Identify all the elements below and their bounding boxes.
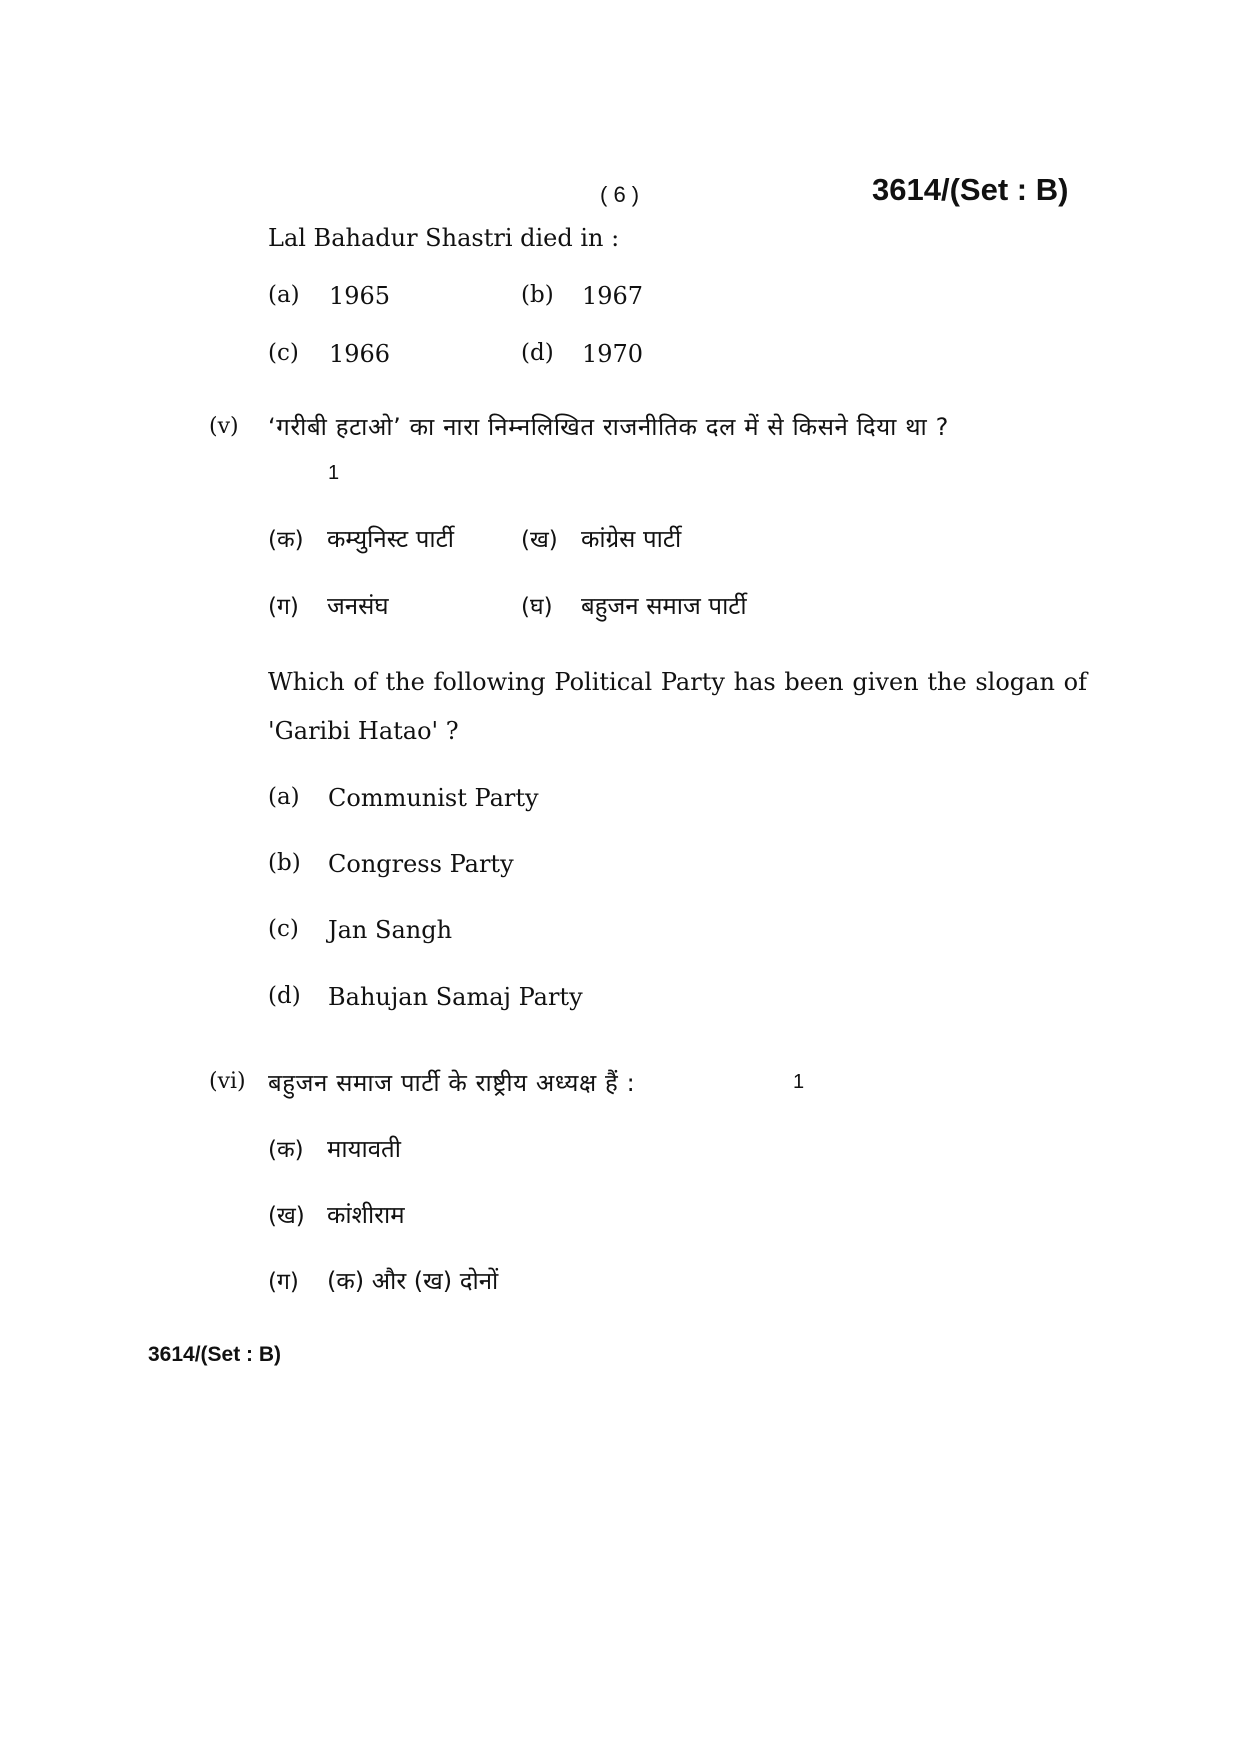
q5-english-option-d-label: (d) [268, 983, 301, 1009]
q6-hindi-option-kha-label: (ख) [268, 1203, 305, 1229]
q5-english-option-c-text: Jan Sangh [328, 916, 453, 944]
q5-marks: 1 [328, 462, 340, 484]
q5-hindi-option-gha-label: (घ) [521, 594, 553, 620]
q5-hindi-option-gha-text: बहुजन समाज पार्टी [581, 592, 747, 620]
q5-english-question-line2: 'Garibi Hatao' ? [268, 717, 459, 745]
q4-option-a-text: 1965 [329, 282, 391, 310]
q6-hindi-option-ka-text: मायावती [327, 1135, 401, 1163]
q6-hindi-question: बहुजन समाज पार्टी के राष्ट्रीय अध्यक्ष हैं : [268, 1069, 636, 1097]
q5-english-option-b-text: Congress Party [328, 850, 514, 878]
set-code-header: 3614/(Set : B) [872, 172, 1069, 207]
q5-english-option-a-text: Communist Party [328, 784, 539, 812]
q5-hindi-option-ga-text: जनसंघ [327, 592, 389, 620]
q5-english-option-a-label: (a) [268, 784, 300, 810]
page-number: ( 6 ) [600, 182, 640, 207]
q4-option-d-text: 1970 [582, 340, 644, 368]
q4-option-b-text: 1967 [582, 282, 644, 310]
set-code-footer: 3614/(Set : B) [148, 1343, 282, 1366]
q4-question: Lal Bahadur Shastri died in : [268, 224, 620, 252]
q5-hindi-option-kha-text: कांग्रेस पार्टी [581, 525, 682, 553]
q5-number: (v) [209, 414, 239, 439]
q5-english-option-b-label: (b) [268, 850, 301, 876]
q4-option-d-label: (d) [521, 340, 554, 366]
q5-hindi-option-kha-label: (ख) [521, 527, 558, 553]
q6-hindi-option-ga-text: (क) और (ख) दोनों [327, 1267, 499, 1295]
q6-number: (vi) [209, 1069, 246, 1094]
q5-hindi-option-ka-label: (क) [268, 527, 304, 553]
q4-option-a-label: (a) [268, 282, 300, 308]
q4-option-b-label: (b) [521, 282, 554, 308]
q4-option-c-label: (c) [268, 340, 299, 366]
q5-hindi-question: ‘गरीबी हटाओ’ का नारा निम्नलिखित राजनीतिक दल में से किसने दिया था ? [268, 413, 949, 441]
q5-hindi-option-ga-label: (ग) [268, 594, 299, 620]
q5-english-option-d-text: Bahujan Samaj Party [328, 983, 583, 1011]
q6-hindi-option-ka-label: (क) [268, 1137, 304, 1163]
q4-option-c-text: 1966 [329, 340, 391, 368]
q5-english-option-c-label: (c) [268, 916, 299, 942]
q6-hindi-option-kha-text: कांशीराम [327, 1201, 405, 1229]
q6-hindi-option-ga-label: (ग) [268, 1269, 299, 1295]
q5-english-question-line1: Which of the following Political Party has been given the slogan of [268, 668, 1087, 696]
q5-hindi-option-ka-text: कम्युनिस्ट पार्टी [327, 525, 454, 553]
q6-marks: 1 [793, 1071, 805, 1093]
